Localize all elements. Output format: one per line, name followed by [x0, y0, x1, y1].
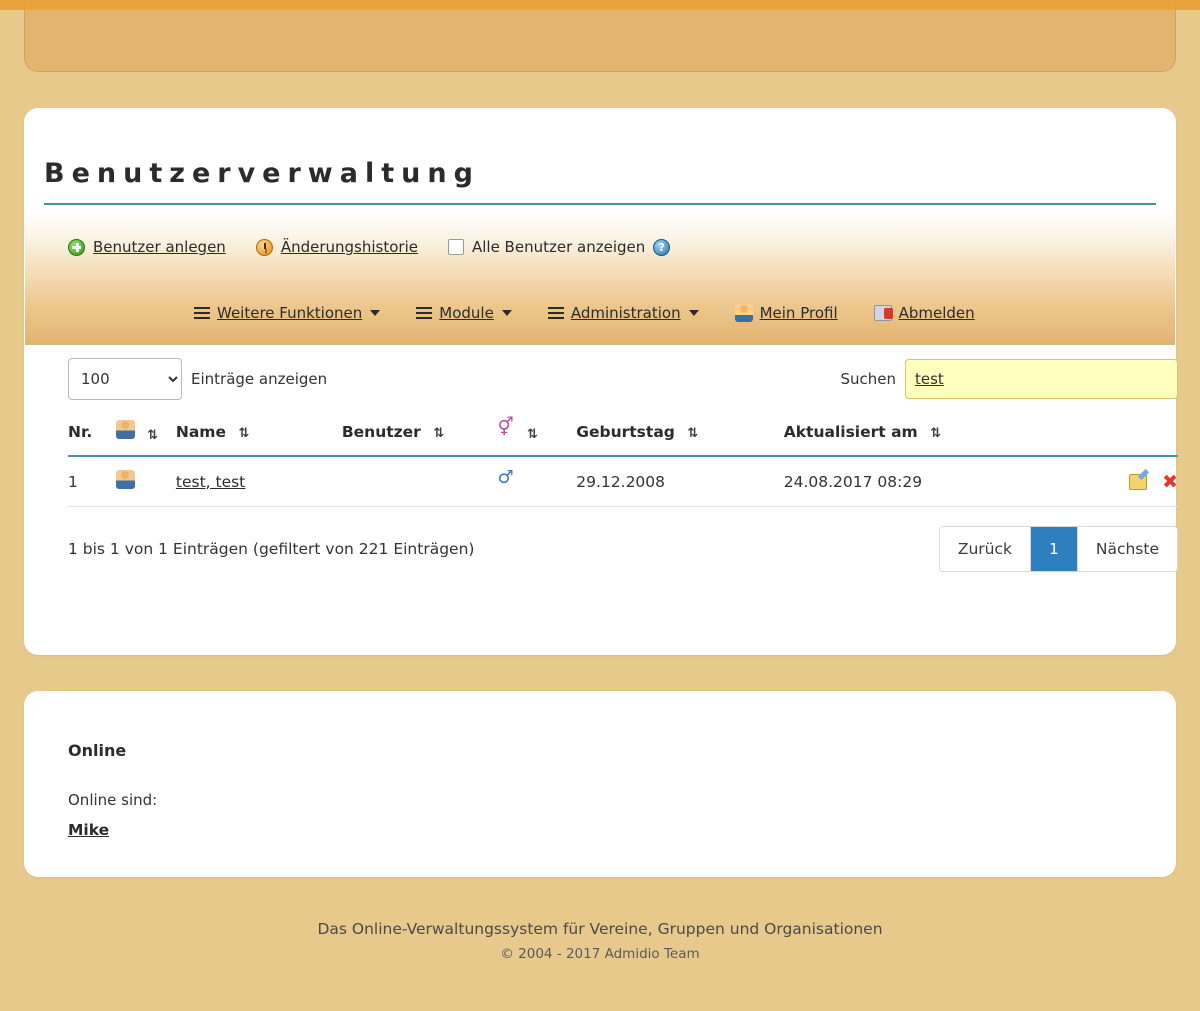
- help-icon[interactable]: ?: [653, 239, 670, 256]
- column-header-user-icon[interactable]: [116, 416, 176, 456]
- menu-burger-icon: [194, 307, 210, 320]
- online-title: Online: [68, 741, 127, 760]
- nav-label-mein-profil[interactable]: Mein Profil: [759, 304, 838, 322]
- menu-band: [25, 211, 1175, 345]
- column-header-benutzer-label: Benutzer: [341, 422, 421, 441]
- table-header-row: [68, 416, 1178, 456]
- header-panel: [24, 0, 1176, 72]
- cell-benutzer: [342, 456, 498, 507]
- nav-label-administration[interactable]: Administration: [570, 304, 681, 322]
- column-header-geburtstag-label: Geburtstag: [576, 422, 675, 441]
- online-user-link[interactable]: Mike: [68, 821, 110, 839]
- entries-per-page-select[interactable]: [68, 358, 182, 400]
- footer-tagline: Das Online-Verwaltungssystem für Vereine, Gruppen und Organisationen: [317, 920, 883, 938]
- column-header-nr: Nr.: [68, 416, 116, 456]
- cell-gender: [497, 456, 576, 507]
- delete-icon[interactable]: ✖: [1162, 471, 1178, 493]
- nav-label-weitere-funktionen[interactable]: Weitere Funktionen: [217, 304, 363, 322]
- table-footer: [68, 526, 1178, 572]
- column-header-name-label: Name: [175, 422, 226, 441]
- entries-label: Einträge anzeigen: [191, 370, 328, 388]
- online-card: [24, 691, 1176, 877]
- nav-item-module[interactable]: [416, 304, 512, 322]
- chevron-down-icon: [689, 310, 699, 316]
- header-accent-bar: [25, 0, 1175, 10]
- create-user-action[interactable]: [68, 238, 226, 256]
- create-user-label[interactable]: Benutzer anlegen: [93, 238, 226, 256]
- actions-row: [68, 238, 670, 256]
- plus-circle-icon: [68, 239, 85, 256]
- table-controls: [68, 356, 1178, 402]
- user-icon: [116, 470, 135, 489]
- cell-geburtstag: 29.12.2008: [576, 456, 783, 507]
- column-header-geburtstag[interactable]: [576, 416, 783, 456]
- cell-name: [176, 456, 342, 507]
- nav-label-abmelden[interactable]: Abmelden: [898, 304, 975, 322]
- pagination-page-1[interactable]: 1: [1031, 527, 1078, 571]
- edit-icon[interactable]: [1129, 474, 1147, 490]
- nav-label-module[interactable]: Module: [439, 304, 494, 322]
- chevron-down-icon: [370, 310, 380, 316]
- show-all-users-label: Alle Benutzer anzeigen: [471, 238, 646, 256]
- sort-icon[interactable]: ⇅: [238, 425, 248, 441]
- male-icon: [497, 471, 514, 488]
- table-info-text: 1 bis 1 von 1 Einträgen (gefiltert von 221 Einträgen): [68, 540, 475, 558]
- cell-avatar: [116, 456, 176, 507]
- pagination: [939, 526, 1178, 572]
- footer-copyright: © 2004 - 2017 Admidio Team: [500, 946, 700, 962]
- page-title: Benutzerverwaltung: [44, 158, 1156, 205]
- sort-icon[interactable]: ⇅: [433, 425, 443, 441]
- pagination-previous[interactable]: Zurück: [940, 527, 1031, 571]
- show-all-users-action[interactable]: [448, 238, 670, 256]
- nav-item-administration[interactable]: [548, 304, 699, 322]
- sort-icon[interactable]: ⇅: [687, 425, 697, 441]
- chevron-down-icon: [502, 310, 512, 316]
- entries-length-control: [68, 358, 327, 400]
- cell-row-actions: [1053, 456, 1178, 507]
- search-label: Suchen: [840, 370, 896, 388]
- menu-burger-icon: [548, 307, 564, 320]
- table-row[interactable]: [68, 456, 1178, 507]
- gender-column-icon: [497, 421, 514, 438]
- history-clock-icon: [256, 239, 273, 256]
- cell-aktualisiert: 24.08.2017 08:29: [784, 456, 1054, 507]
- user-management-card: [24, 108, 1176, 655]
- users-table-head: [68, 416, 1178, 456]
- online-subtitle: Online sind:: [68, 791, 158, 809]
- column-header-actions: [1053, 416, 1178, 456]
- show-all-users-checkbox[interactable]: [448, 239, 464, 255]
- search-input[interactable]: [905, 359, 1178, 399]
- user-name-link[interactable]: test, test: [175, 472, 246, 491]
- user-column-icon: [116, 420, 135, 439]
- nav-item-mein-profil[interactable]: [735, 304, 838, 322]
- sort-icon[interactable]: ⇅: [526, 427, 536, 442]
- menu-burger-icon: [416, 307, 432, 320]
- column-header-gender[interactable]: [497, 416, 576, 456]
- column-header-name[interactable]: [176, 416, 342, 456]
- logout-icon: [874, 305, 892, 321]
- main-navigation: [194, 304, 975, 322]
- change-history-action[interactable]: [256, 238, 418, 256]
- search-control: [840, 359, 1178, 399]
- change-history-label[interactable]: Änderungshistorie: [280, 238, 418, 256]
- users-table-area: [68, 356, 1178, 572]
- nav-item-abmelden[interactable]: [874, 304, 975, 322]
- column-header-aktualisiert[interactable]: [784, 416, 1054, 456]
- sort-icon[interactable]: ⇅: [930, 425, 939, 441]
- sort-icon[interactable]: ⇅: [147, 428, 157, 443]
- cell-nr: 1: [68, 456, 116, 507]
- users-table: [68, 416, 1178, 507]
- nav-item-weitere-funktionen[interactable]: [194, 304, 380, 322]
- column-header-aktualisiert-label: Aktualisiert am: [783, 422, 918, 441]
- users-table-body: [68, 456, 1178, 507]
- pagination-next[interactable]: Nächste: [1078, 527, 1177, 571]
- column-header-benutzer[interactable]: [342, 416, 498, 456]
- page-footer: [0, 920, 1200, 962]
- user-icon: [735, 304, 753, 322]
